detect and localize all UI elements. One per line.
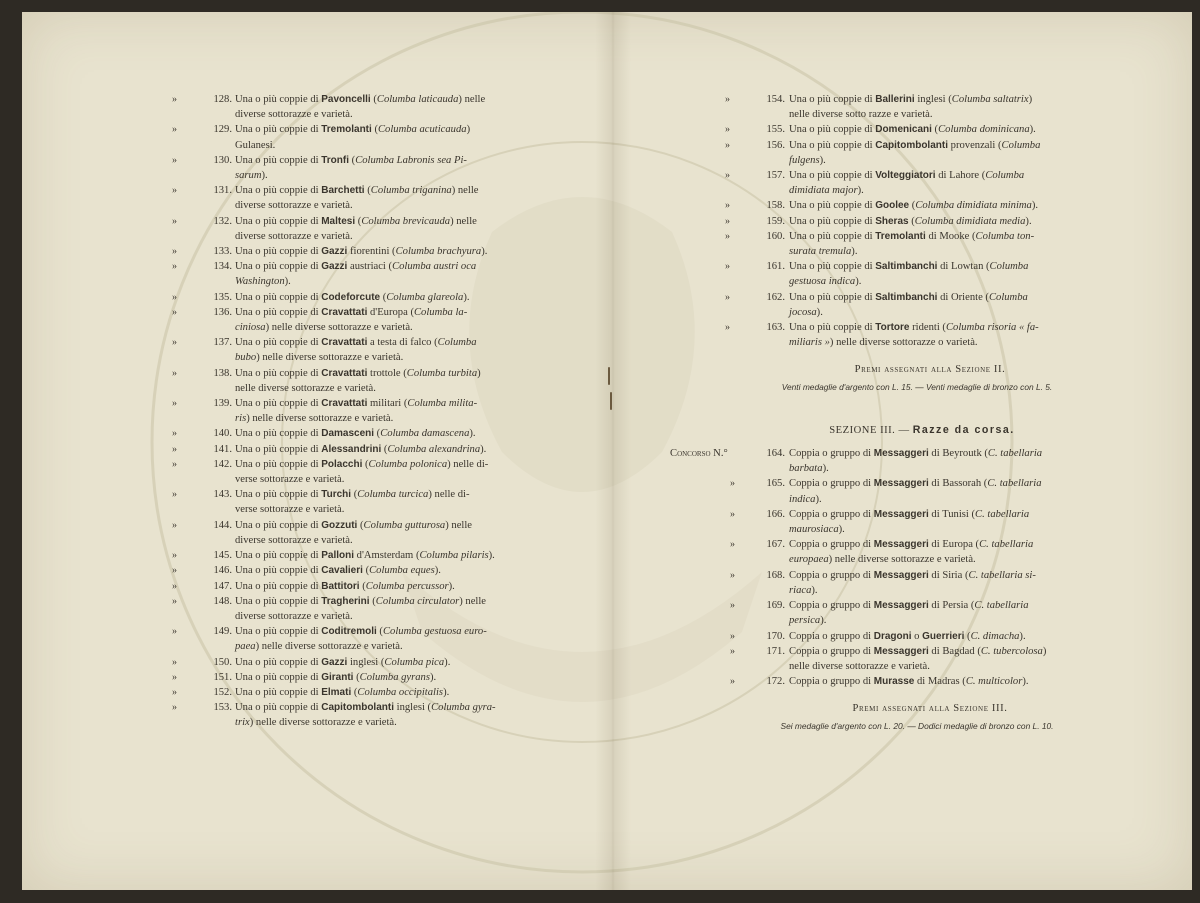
entry-number: 137. bbox=[213, 337, 232, 349]
entry-text: Una o più coppie di Tronfi (Columba Labronis sea Pi- bbox=[235, 154, 467, 166]
ditto-mark: » bbox=[172, 458, 177, 470]
entry-number: 157. bbox=[766, 170, 785, 182]
section-3-title: Razze da corsa. bbox=[912, 423, 1015, 436]
entry-continuation: maurosiaca). bbox=[789, 524, 845, 536]
list-entry bbox=[22, 153, 582, 183]
entry-text: Una o più coppie di Volteggiatori di Lahore (Columba bbox=[789, 170, 1025, 182]
list-entry bbox=[22, 183, 582, 213]
list-entry bbox=[22, 426, 582, 441]
list-entry bbox=[22, 700, 582, 730]
entry-continuation: nelle diverse sottorazze e varietà. bbox=[789, 660, 930, 672]
ditto-mark: » bbox=[725, 200, 730, 212]
ditto-mark: » bbox=[725, 170, 730, 182]
binding-stitch bbox=[608, 367, 610, 385]
entry-continuation: diverse sottorazze e varietà. bbox=[235, 200, 353, 212]
entry-text: Una o più coppie di Capitombolanti inglesi (Columba gyra- bbox=[235, 702, 496, 714]
list-entry bbox=[22, 594, 582, 624]
entry-number: 156. bbox=[766, 139, 785, 151]
entry-text: Una o più coppie di Gazzi inglesi (Columba pica). bbox=[235, 656, 451, 668]
entry-text: Una o più coppie di Gazzi austriaci (Columba austri oca bbox=[235, 261, 477, 273]
list-entry bbox=[22, 290, 582, 305]
section-3-heading bbox=[612, 423, 1172, 438]
entry-number: 151. bbox=[213, 671, 232, 683]
entry-continuation: sarum). bbox=[235, 170, 268, 182]
entry-number: 152. bbox=[213, 686, 232, 698]
entry-number: 171. bbox=[766, 645, 785, 657]
section-2-list bbox=[612, 92, 1172, 350]
list-entry bbox=[612, 320, 1172, 350]
entry-number: 139. bbox=[213, 398, 232, 410]
entry-number: 168. bbox=[766, 569, 785, 581]
ditto-mark: » bbox=[730, 645, 735, 657]
ditto-mark: » bbox=[172, 519, 177, 531]
ditto-mark: » bbox=[172, 398, 177, 410]
entry-number: 135. bbox=[213, 291, 232, 303]
entry-text: Una o più coppie di Goolee (Columba dimidiata minima). bbox=[789, 200, 1039, 212]
entry-continuation: bubo) nelle diverse sottorazze e varietà. bbox=[235, 352, 404, 364]
list-entry bbox=[612, 138, 1172, 168]
right-page bbox=[612, 92, 1172, 734]
ditto-mark: » bbox=[725, 230, 730, 242]
entry-text: Una o più coppie di Saltimbanchi di Lowtan (Columba bbox=[789, 261, 1029, 273]
list-entry bbox=[612, 446, 1172, 476]
ditto-mark: » bbox=[172, 291, 177, 303]
entry-number: 153. bbox=[213, 702, 232, 714]
ditto-mark: » bbox=[725, 322, 730, 334]
entry-number: 159. bbox=[766, 215, 785, 227]
entry-text: Una o più coppie di Battitori (Columba percussor). bbox=[235, 580, 455, 592]
entry-number: 134. bbox=[213, 261, 232, 273]
list-entry bbox=[612, 229, 1172, 259]
list-entry bbox=[22, 442, 582, 457]
entry-text: Una o più coppie di Gozzuti (Columba gutturosa) nelle bbox=[235, 519, 472, 531]
list-entry bbox=[612, 92, 1172, 122]
ditto-mark: » bbox=[725, 215, 730, 227]
document-sheet bbox=[22, 12, 1192, 890]
ditto-mark: » bbox=[730, 539, 735, 551]
ditto-mark: » bbox=[172, 686, 177, 698]
ditto-mark: » bbox=[730, 630, 735, 642]
ditto-mark: » bbox=[172, 702, 177, 714]
entry-continuation: fulgens). bbox=[789, 154, 826, 166]
entry-text: Coppia o gruppo di Messaggeri di Siria (C. tabellaria si- bbox=[789, 569, 1036, 581]
list-entry bbox=[22, 396, 582, 426]
list-entry bbox=[22, 624, 582, 654]
ditto-mark: » bbox=[172, 124, 177, 136]
list-entry bbox=[22, 366, 582, 396]
entry-number: 146. bbox=[213, 565, 232, 577]
entry-text: Una o più coppie di Cravattati d'Europa (Columba la- bbox=[235, 306, 468, 318]
entry-continuation: trix) nelle diverse sottorazze e varietà. bbox=[235, 717, 397, 729]
entry-text: Una o più coppie di Alessandrini (Columba alexandrina). bbox=[235, 443, 487, 455]
list-entry bbox=[612, 537, 1172, 567]
entry-number: 132. bbox=[213, 215, 232, 227]
list-entry bbox=[612, 568, 1172, 598]
entry-text: Coppia o gruppo di Murasse di Madras (C. multicolor). bbox=[789, 676, 1029, 688]
list-entry bbox=[22, 305, 582, 335]
entry-continuation: Gulanesi. bbox=[235, 139, 276, 151]
ditto-mark: » bbox=[172, 550, 177, 562]
list-entry bbox=[22, 122, 582, 152]
entry-text: Una o più coppie di Cravattati militari (Columba milita- bbox=[235, 398, 478, 410]
entry-continuation: paea) nelle diverse sottorazze e varietà. bbox=[235, 641, 403, 653]
entry-number: 150. bbox=[213, 656, 232, 668]
entry-number: 170. bbox=[766, 630, 785, 642]
ditto-mark: » bbox=[730, 676, 735, 688]
entry-number: 161. bbox=[766, 261, 785, 273]
entry-text: Una o più coppie di Polacchi (Columba polonica) nelle di- bbox=[235, 458, 489, 470]
list-entry bbox=[22, 670, 582, 685]
entry-text: Una o più coppie di Maltesi (Columba brevicauda) nelle bbox=[235, 215, 477, 227]
entry-text: Coppia o gruppo di Messaggeri di Beyroutk (C. tabellaria bbox=[789, 448, 1043, 460]
entry-continuation: ris) nelle diverse sottorazze e varietà. bbox=[235, 413, 394, 425]
list-entry bbox=[612, 674, 1172, 689]
entry-number: 147. bbox=[213, 580, 232, 592]
ditto-mark: » bbox=[172, 154, 177, 166]
list-entry bbox=[612, 259, 1172, 289]
entry-number: 162. bbox=[766, 291, 785, 303]
section-3-label: SEZIONE III. — bbox=[829, 424, 910, 436]
ditto-mark: » bbox=[172, 261, 177, 273]
entry-continuation: diverse sottorazze e varietà. bbox=[235, 534, 353, 546]
ditto-mark: » bbox=[730, 600, 735, 612]
entry-text: Coppia o gruppo di Messaggeri di Tunisi (C. tabellaria bbox=[789, 508, 1030, 520]
entry-text: Una o più coppie di Palloni d'Amsterdam (Columba pilaris). bbox=[235, 550, 495, 562]
ditto-mark: » bbox=[172, 246, 177, 258]
entry-number: 163. bbox=[766, 322, 785, 334]
entry-text: Una o più coppie di Ballerini inglesi (Columba saltatrix) bbox=[789, 94, 1033, 105]
prizes-section-2-title: Premi assegnati alla Sezione II. bbox=[854, 364, 1006, 376]
ditto-mark: » bbox=[730, 478, 735, 490]
prizes-section-3-title: Premi assegnati alla Sezione III. bbox=[852, 703, 1008, 715]
entry-continuation: miliaris ») nelle diverse sottorazze o varietà. bbox=[789, 337, 978, 349]
list-entry bbox=[22, 335, 582, 365]
entry-continuation: Washington). bbox=[235, 276, 291, 288]
entry-text: Una o più coppie di Coditremoli (Columba gestuosa euro- bbox=[235, 626, 487, 638]
entry-number: 128. bbox=[213, 94, 232, 105]
entry-continuation: jocosa). bbox=[789, 306, 823, 318]
entry-number: 140. bbox=[213, 428, 232, 440]
entry-text: Una o più coppie di Gazzi fiorentini (Columba brachyura). bbox=[235, 246, 488, 258]
entry-text: Una o più coppie di Damasceni (Columba damascena). bbox=[235, 428, 476, 440]
ditto-mark: » bbox=[725, 94, 730, 105]
entry-text: Coppia o gruppo di Messaggeri di Europa (C. tabellaria bbox=[789, 539, 1034, 551]
entry-text: Una o più coppie di Cavalieri (Columba eques). bbox=[235, 565, 441, 577]
entry-number: 129. bbox=[213, 124, 232, 136]
entry-number: 145. bbox=[213, 550, 232, 562]
ditto-mark: » bbox=[725, 124, 730, 136]
entry-continuation: diverse sottorazze e varietà. bbox=[235, 109, 353, 121]
entry-continuation: diverse sottorazze e varietà. bbox=[235, 610, 353, 622]
left-page bbox=[22, 92, 582, 731]
entry-number: 142. bbox=[213, 458, 232, 470]
entry-continuation: nelle diverse sotto razze e varietà. bbox=[789, 109, 933, 121]
ditto-mark: » bbox=[172, 595, 177, 607]
ditto-mark: » bbox=[172, 185, 177, 197]
list-entry bbox=[22, 579, 582, 594]
list-entry bbox=[22, 214, 582, 244]
ditto-mark: » bbox=[730, 508, 735, 520]
entry-number: 141. bbox=[213, 443, 232, 455]
entry-number: 144. bbox=[213, 519, 232, 531]
list-entry bbox=[612, 629, 1172, 644]
ditto-mark: » bbox=[172, 580, 177, 592]
ditto-mark: » bbox=[172, 443, 177, 455]
entry-text: Una o più coppie di Giranti (Columba gyrans). bbox=[235, 671, 437, 683]
ditto-mark: » bbox=[172, 94, 177, 105]
entry-text: Una o più coppie di Tragherini (Columba circulator) nelle bbox=[235, 595, 487, 607]
entry-continuation: verse sottorazze e varietà. bbox=[235, 504, 345, 516]
entry-text: Una o più coppie di Saltimbanchi di Oriente (Columba bbox=[789, 291, 1028, 303]
list-entry bbox=[612, 644, 1172, 674]
entry-text: Coppia o gruppo di Messaggeri di Persia (C. tabellaria bbox=[789, 600, 1029, 612]
list-entry bbox=[612, 198, 1172, 213]
entry-number: 149. bbox=[213, 626, 232, 638]
entry-number: 165. bbox=[766, 478, 785, 490]
entry-text: Una o più coppie di Pavoncelli (Columba laticauda) nelle bbox=[235, 94, 486, 105]
entry-number: 167. bbox=[766, 539, 785, 551]
ditto-mark: » bbox=[172, 306, 177, 318]
entry-continuation: surata tremula). bbox=[789, 246, 858, 258]
entry-text: Una o più coppie di Sheras (Columba dimidiata media). bbox=[789, 215, 1032, 227]
list-entry bbox=[22, 244, 582, 259]
list-entry bbox=[22, 685, 582, 700]
entry-text: Coppia o gruppo di Messaggeri di Bassorah (C. tabellaria bbox=[789, 478, 1042, 490]
entry-number: 136. bbox=[213, 306, 232, 318]
list-entry bbox=[22, 518, 582, 548]
entry-text: Una o più coppie di Elmati (Columba occipitalis). bbox=[235, 686, 450, 698]
prizes-section-3-text: Sei medaglie d'argento con L. 20. — Dodici medaglie di bronzo con L. 10. bbox=[780, 720, 1054, 731]
ditto-mark: » bbox=[172, 671, 177, 683]
entry-text: Una o più coppie di Turchi (Columba turcica) nelle di- bbox=[235, 489, 470, 501]
entry-continuation: dimidiata major). bbox=[789, 185, 864, 197]
entry-number: 138. bbox=[213, 367, 232, 379]
entry-continuation: gestuosa indica). bbox=[789, 276, 862, 288]
entry-text: Una o più coppie di Domenicani (Columba dominicana). bbox=[789, 124, 1036, 136]
ditto-mark: » bbox=[172, 215, 177, 227]
entry-continuation: diverse sottorazze e varietà. bbox=[235, 230, 353, 242]
list-entry bbox=[22, 563, 582, 578]
entry-text: Una o più coppie di Codeforcute (Columba glareola). bbox=[235, 291, 470, 303]
entry-continuation: ciniosa) nelle diverse sottorazze e varietà. bbox=[235, 322, 413, 334]
entry-number: 131. bbox=[213, 185, 232, 197]
ditto-mark: » bbox=[172, 337, 177, 349]
entry-number: 172. bbox=[766, 676, 785, 688]
list-entry bbox=[612, 168, 1172, 198]
ditto-mark: » bbox=[172, 489, 177, 501]
list-entry bbox=[22, 487, 582, 517]
ditto-mark: » bbox=[172, 428, 177, 440]
entry-continuation: indica). bbox=[789, 493, 822, 505]
entry-continuation: persica). bbox=[789, 615, 827, 627]
entry-number: 164. bbox=[766, 448, 785, 460]
entry-number: 143. bbox=[213, 489, 232, 501]
ditto-mark: » bbox=[725, 139, 730, 151]
section-3-list bbox=[612, 446, 1172, 689]
concorso-label: Concorso N.° bbox=[670, 448, 728, 460]
list-entry bbox=[612, 476, 1172, 506]
entry-number: 158. bbox=[766, 200, 785, 212]
entry-text: Una o più coppie di Tremolanti (Columba acuticauda) bbox=[235, 124, 471, 136]
prizes-section-2-text: Venti medaglie d'argento con L. 15. — Venti medaglie di bronzo con L. 5. bbox=[781, 381, 1053, 392]
list-entry bbox=[22, 655, 582, 670]
ditto-mark: » bbox=[725, 261, 730, 273]
entry-text: Una o più coppie di Cravattati a testa di falco (Columba bbox=[235, 337, 477, 349]
entry-number: 155. bbox=[766, 124, 785, 136]
list-entry bbox=[612, 214, 1172, 229]
entry-continuation: barbata). bbox=[789, 463, 829, 475]
entry-number: 154. bbox=[766, 94, 785, 105]
ditto-mark: » bbox=[172, 656, 177, 668]
entry-number: 160. bbox=[766, 230, 785, 242]
entry-number: 133. bbox=[213, 246, 232, 258]
list-entry bbox=[22, 92, 582, 122]
entry-text: Una o più coppie di Cravattati trottole (Columba turbita) bbox=[235, 367, 481, 379]
ditto-mark: » bbox=[172, 367, 177, 379]
entry-text: Una o più coppie di Barchetti (Columba triganina) nelle bbox=[235, 185, 479, 197]
entry-number: 166. bbox=[766, 508, 785, 520]
entry-continuation: nelle diverse sottorazze e varietà. bbox=[235, 382, 376, 394]
list-entry bbox=[22, 548, 582, 563]
entry-number: 148. bbox=[213, 595, 232, 607]
list-entry bbox=[22, 457, 582, 487]
list-entry bbox=[612, 598, 1172, 628]
entry-text: Una o più coppie di Tremolanti di Mooke (Columba ton- bbox=[789, 230, 1035, 242]
ditto-mark: » bbox=[725, 291, 730, 303]
entry-text: Coppia o gruppo di Dragoni o Guerrieri (C. dimacha). bbox=[789, 630, 1026, 642]
entry-number: 130. bbox=[213, 154, 232, 166]
list-entry bbox=[22, 259, 582, 289]
entry-continuation: europaea) nelle diverse sottorazze e varietà. bbox=[789, 554, 976, 566]
list-entry bbox=[612, 290, 1172, 320]
entry-text: Una o più coppie di Capitombolanti provenzali (Columba bbox=[789, 139, 1041, 151]
entry-continuation: verse sottorazze e varietà. bbox=[235, 474, 345, 486]
entry-text: Coppia o gruppo di Messaggeri di Bagdad (C. tubercolosa) bbox=[789, 645, 1047, 657]
ditto-mark: » bbox=[730, 569, 735, 581]
entry-text: Una o più coppie di Tortore ridenti (Columba risoria « fa- bbox=[789, 322, 1039, 334]
ditto-mark: » bbox=[172, 626, 177, 638]
list-entry bbox=[612, 507, 1172, 537]
list-entry bbox=[612, 122, 1172, 137]
entry-number: 169. bbox=[766, 600, 785, 612]
entry-continuation: riaca). bbox=[789, 584, 818, 596]
ditto-mark: » bbox=[172, 565, 177, 577]
